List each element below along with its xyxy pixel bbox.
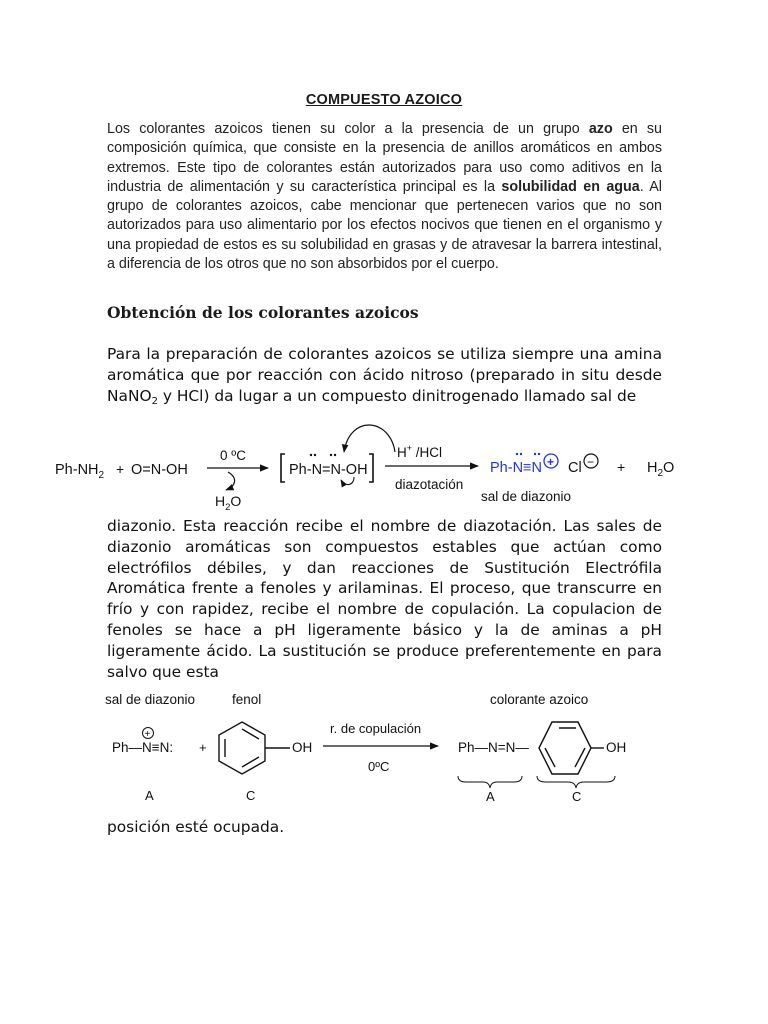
charge-icon	[143, 728, 154, 739]
label-sal-diazonio: sal de diazonio	[105, 692, 196, 707]
water-product: $H_2O$	[647, 460, 675, 479]
label-a-right: A	[486, 789, 495, 804]
product-ring-icon	[539, 722, 604, 774]
paragraph-preparacion: Para la preparación de colorantes azoicos se utiliza siempre una amina aromática que por reacción con ácido nitroso (preparado in situ desde NaNO$_2$ y HCl) da lugar a un compuesto dinitrogenado llamado sal de	[107, 345, 662, 407]
brace-a	[458, 776, 522, 788]
arrow-label-diazotacion: diazotación	[395, 477, 464, 492]
reactant-aniline: $Ph-NH_2$	[55, 462, 105, 481]
product-label: sal de diazonio	[481, 489, 572, 504]
bold-azo: azo	[588, 121, 613, 137]
svg-text:+: +	[547, 455, 555, 469]
intermediate-diazohydroxide: Ph-N=N-OH	[289, 462, 368, 478]
temperature-label: 0 ºC	[220, 448, 246, 463]
water-release-arrow	[226, 472, 235, 490]
arrow-label-copulacion: r. de copulación	[330, 721, 422, 736]
chloride-ion: Cl	[568, 460, 582, 476]
acid-reagent: H+ /HCl	[397, 443, 443, 460]
temperature-label-2: 0ºC	[368, 759, 390, 774]
product-diazonium: Ph-N≡N	[490, 460, 542, 476]
plus-sign-3: +	[199, 740, 207, 755]
reactant-nitrous-acid: O=N-OH	[131, 462, 188, 478]
electron-arrow-1	[344, 425, 395, 452]
bold-solubilidad: solubilidad en agua	[501, 178, 640, 195]
label-a-left: A	[145, 788, 154, 803]
diazonium-salt: Ph—N≡N:	[112, 740, 174, 755]
label-c-right: C	[572, 789, 582, 804]
bracket-right	[369, 454, 373, 482]
label-colorante-azoico: colorante azoico	[490, 692, 589, 707]
paragraph-posicion: posición esté ocupada.	[107, 818, 285, 836]
phenol-ring-icon	[219, 722, 290, 774]
product-oh: OH	[606, 740, 627, 755]
phenol-oh: OH	[292, 740, 313, 755]
section-heading: Obtención de los colorantes azoicos	[107, 303, 419, 322]
bracket-left	[281, 454, 285, 482]
svg-text:+: +	[144, 729, 151, 740]
document-title: COMPUESTO AZOICO	[305, 92, 463, 108]
label-fenol: fenol	[232, 692, 262, 707]
label-c-left: C	[246, 788, 256, 803]
svg-text:−: −	[587, 455, 595, 469]
brace-c	[537, 776, 615, 788]
plus-sign-2: +	[617, 459, 626, 475]
plus-sign-1: +	[116, 461, 125, 477]
electron-arrow-2	[341, 477, 354, 485]
azo-product-left: Ph—N=N—	[458, 740, 529, 755]
water-byproduct: $H_2O$	[215, 493, 242, 513]
intro-paragraph: Los colorantes azoicos tienen su color a la presencia de un grupo azo en su composición química, que consiste en la presencia de anillos aromáticos en ambos extremos. Este tipo de colorantes están autorizados para uso como aditivos en la industria de alimentación y su característica principal es la solubilidad en agua. Al grupo de colorantes azoicos, cabe mencionar que pertenecen varios que no son autorizados para uso alimentario por los efectos nocivos que tienen en el organismo y una propiedad de estos es su solubilidad en grasas y de atravesar la barrera intestinal, a diferencia de los otros que no son absorbidos por el cuerpo.	[107, 121, 663, 273]
paragraph-diazonio: diazonio. Esta reacción recibe el nombre de diazotación. Las sales de diazonio aromáticas son compuestos estables que actúan como electrófilos débiles, y dan reacciones de Sustitución Electrófila Aromática frente a fenoles y arilaminas. El proceso, que transcurre en frío y con rapidez, recibe el nombre de copulación. La copulacion de fenoles se hace a pH ligeramente básico y la de aminas a pH ligeramente ácido. La sustitución se produce preferentemente en para salvo que esta	[107, 517, 662, 681]
